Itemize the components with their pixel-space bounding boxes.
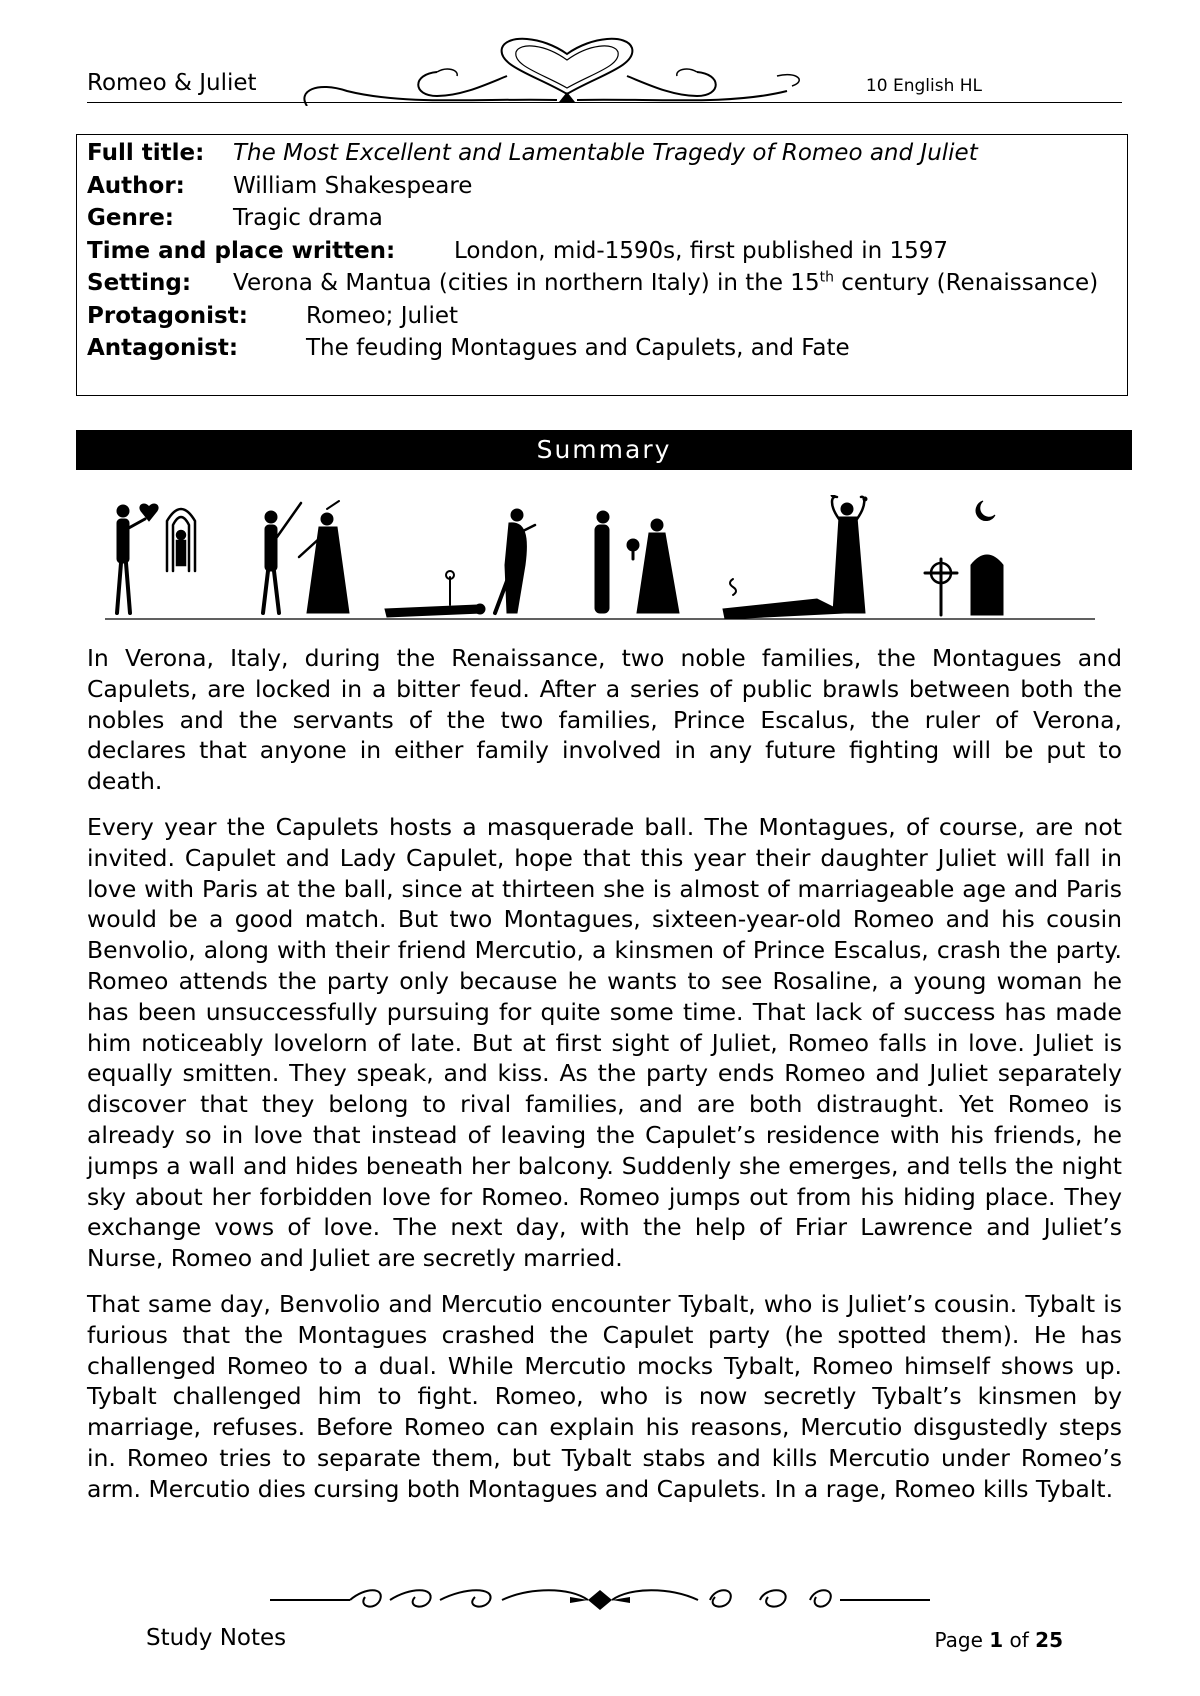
- protagonist-row: [87, 300, 1119, 333]
- footer-label: Study Notes: [146, 1625, 287, 1651]
- setting-row: [87, 267, 1119, 300]
- setting-sup: th: [819, 269, 834, 286]
- antagonist-value: The feuding Montagues and Capulets, and Fate: [306, 335, 850, 361]
- genre-row: [87, 202, 1119, 235]
- page-number: 1: [989, 1628, 1004, 1652]
- page-indicator: [934, 1628, 1063, 1652]
- summary-body: [87, 643, 1122, 1520]
- page-word: Page: [934, 1628, 983, 1652]
- summary-paragraph-1: In Verona, Italy, during the Renaissance, two noble families, the Montagues and Capulets, are locked in a bitter feud. After a series of public brawls between both the nobles and the servants of the two families, Prince Escalus, the ruler of Verona, declares that anyone in either family involved in any future fighting will be put to death.: [87, 644, 1122, 796]
- romeo-heart-figure-icon: [117, 504, 158, 613]
- tomb-grief-icon: [723, 495, 867, 619]
- time-place-label: Time and place written:: [87, 237, 396, 264]
- author-value: William Shakespeare: [233, 172, 473, 199]
- antagonist-row: [87, 332, 1119, 365]
- time-place-value: London, mid-1590s, first published in 1597: [454, 237, 949, 264]
- setting-value-end: century (Renaissance): [833, 270, 1099, 296]
- window-juliet-icon: [167, 509, 195, 571]
- footer-scroll-ornament-icon: [270, 1585, 930, 1615]
- fallen-body-icon: [385, 509, 535, 617]
- genre-value: Tragic drama: [233, 205, 383, 231]
- author-row: [87, 170, 1119, 203]
- protagonist-value: Romeo; Juliet: [306, 302, 459, 329]
- of-word: of: [1009, 1628, 1029, 1652]
- full-title-row: [87, 137, 1119, 170]
- story-illustration-strip: [105, 495, 1095, 625]
- heart-ornament-icon: [287, 36, 847, 106]
- sword-fight-icon: [263, 501, 349, 613]
- summary-paragraph-3: That same day, Benvolio and Mercutio encounter Tybalt, who is Juliet’s cousin. Tybalt is furious that the Montagues crashed the Capulet party (he spotted them). He has challenged Romeo to a dual. While Mercutio mocks Tybalt, Romeo himself shows up. Tybalt challenged him to fight. Romeo, who is now secretly Tybalt’s kinsmen by marriage, refuses. Before Romeo can explain his reasons, Mercutio disgustedly steps in. Romeo tries to separate them, but Tybalt stabs and kills Mercutio under Romeo’s arm. Mercutio dies cursing both Montagues and Capulets. In a rage, Romeo kills Tybalt.: [87, 1289, 1122, 1503]
- book-info-box: [76, 134, 1128, 396]
- time-place-row: [87, 235, 1119, 268]
- author-label: Author:: [87, 172, 185, 199]
- genre-label: Genre:: [87, 205, 174, 231]
- full-title-value: The Most Excellent and Lamentable Tragedy of Romeo and Juliet: [233, 140, 978, 166]
- header-course: 10 English HL: [865, 76, 982, 96]
- summary-paragraph-2: Every year the Capulets hosts a masquerade ball. The Montagues, of course, are not invited. Capulet and Lady Capulet, hope that this year their daughter Juliet will fall in love with Paris at the ball, since at thirteen she is almost of marriageable age and Paris would be a good match. But two Montagues, sixteen-year-old Romeo and his cousin Benvolio, along with their friend Mercutio, a kinsmen of Prince Escalus, crash the party. Romeo attends the party only because he wants to see Rosaline, a young woman he has been unsuccessfully pursuing for quite some time. That lack of success has made him noticeably lovelorn of late. But at first sight of Juliet, Romeo falls in love. Juliet is equally smitten. They speak, and kiss. As the party ends Romeo and Juliet separately discover that they belong to rival families, and are both distraught. Yet Romeo is already so in love that instead of leaving the Capulet’s residence with his friends, he jumps a wall and hides beneath her balcony. Suddenly she emerges, and tells the night sky about her forbidden love for Romeo. Romeo jumps out from his hiding place. They exchange vows of love. The next day, with the help of Friar Lawrence and Juliet’s Nurse, Romeo and Juliet are secretly married.: [87, 812, 1122, 1273]
- antagonist-label: Antagonist:: [87, 335, 239, 361]
- graveyard-moon-icon: [925, 501, 1003, 615]
- juliet-nurse-icon: [595, 511, 679, 613]
- header-rule: [87, 102, 1122, 103]
- page-total: 25: [1035, 1628, 1063, 1652]
- setting-value-start: Verona & Mantua (cities in northern Italy) in the 15: [233, 270, 820, 296]
- protagonist-label: Protagonist:: [87, 302, 248, 329]
- summary-heading: Summary: [76, 430, 1132, 470]
- setting-label: Setting:: [87, 270, 192, 296]
- page-header: [87, 60, 1122, 120]
- full-title-label: Full title:: [87, 140, 205, 166]
- header-title: Romeo & Juliet: [87, 70, 257, 96]
